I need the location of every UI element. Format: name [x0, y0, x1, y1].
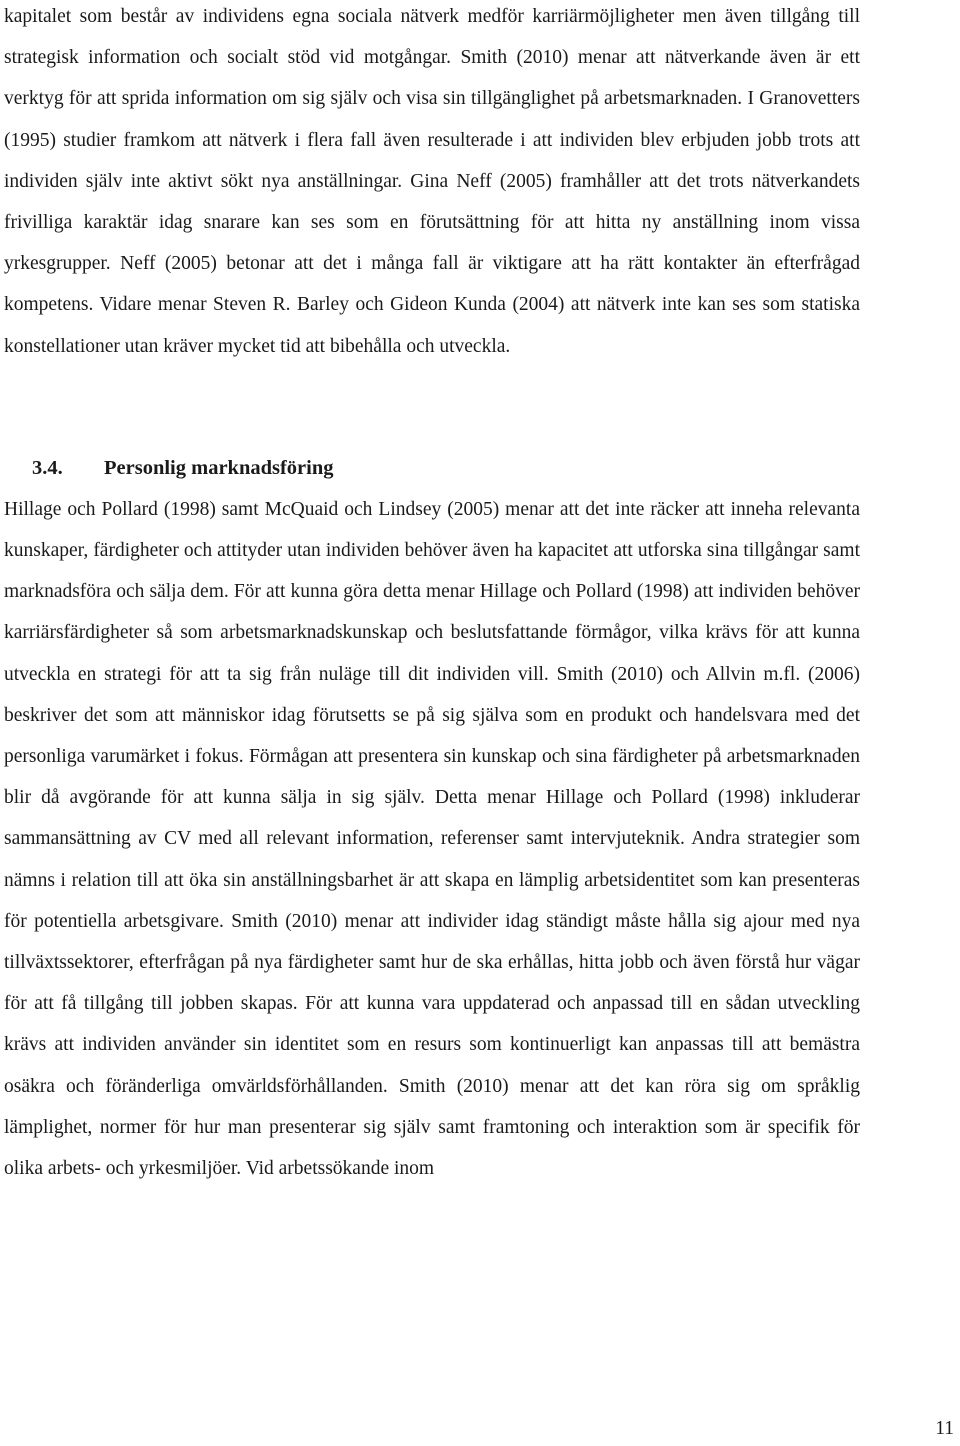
page-number: 11	[935, 1418, 954, 1439]
section-title: Personlig marknadsföring	[104, 456, 334, 479]
section-heading	[4, 448, 860, 489]
body-paragraph-personal-marketing: Hillage och Pollard (1998) samt McQuaid och Lindsey (2005) menar att det inte räcker att inneha relevanta kunskaper, färdigheter och attityder utan individen behöver även ha kapacitet att utforska sina tillgångar samt marknadsföra och sälja dem. För att kunna göra detta menar Hillage och Pollard (1998) att individen behöver karriärsfärdigheter så som arbetsmarknadskunskap och beslutsfattande förmågor, vilka krävs för att kunna utveckla en strategi för att ta sig från nuläge till dit individen vill. Smith (2010) och Allvin m.fl. (2006) beskriver det som att människor idag förutsetts se på sig själva som en produkt och handelsvara med det personliga varumärket i fokus. Förmågan att presentera sin kunskap och sina färdigheter på arbetsmarknaden blir då avgörande för att kunna sälja in sig själv. Detta menar Hillage och Pollard (1998) inkluderar sammansättning av CV med all relevant information, referenser samt intervjuteknik. Andra strategier som nämns i relation till att öka sin anställningsbarhet är att skapa en lämplig arbetsidentitet som kan presenteras för potentiella arbetsgivare. Smith (2010) menar att individer idag ständigt måste hålla sig ajour med nya tillväxtssektorer, efterfrågan på nya färdigheter samt hur de ska erhållas, hitta jobb och även förstå hur vägar för att få tillgång till jobben skapas. För att kunna vara uppdaterad och anpassad till en sådan utveckling krävs att individen använder sin identitet som en resurs som kontinuerligt kan anpassas till att bemästra osäkra och föränderliga omvärldsförhållanden. Smith (2010) menar att det kan röra sig om språklig lämplighet, normer för hur man presenterar sig själv samt framtoning och interaktion som är specifik för olika arbets- och yrkesmiljöer. Vid arbetssökande inom	[4, 498, 860, 1180]
section-number: 3.4.	[32, 456, 63, 479]
body-paragraph-networks: kapitalet som består av individens egna sociala nätverk medför karriärmöjligheter men även tillgång till strategisk information och socialt stöd vid motgångar. Smith (2010) menar att nätverkande även är ett verktyg för att sprida information om sig själv och visa sin tillgänglighet på arbetsmarknaden. I Granovetters (1995) studier framkom att nätverk i flera fall även resulterade i att individen blev erbjuden jobb trots att individen själv inte aktivt sökt nya anställningar. Gina Neff (2005) framhåller att det trots nätverkandets frivilliga karaktär idag snarare kan ses som en förutsättning för att hitta ny anställning inom vissa yrkesgrupper. Neff (2005) betonar att det i många fall är viktigare att ha rätt kontakter än efterfrågad kompetens. Vidare menar Steven R. Barley och Gideon Kunda (2004) att nätverk inte kan ses som statiska konstellationer utan kräver mycket tid att bibehålla och utveckla.	[4, 6, 860, 357]
document-page	[4, 0, 860, 1189]
